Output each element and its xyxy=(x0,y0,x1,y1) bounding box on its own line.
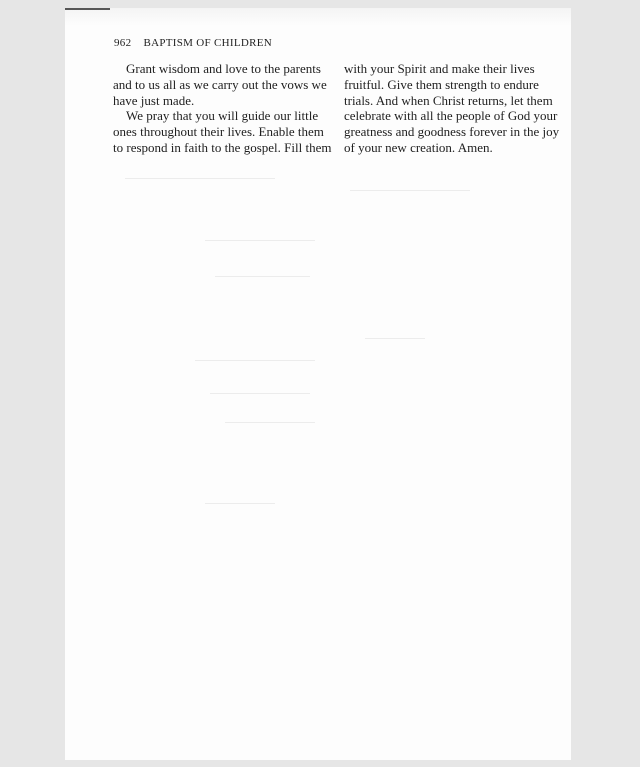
text-line: greatness and goodness forever in the joy xyxy=(344,124,560,140)
document-page xyxy=(65,8,571,760)
prayer-paragraph xyxy=(113,108,337,155)
show-through-mark xyxy=(195,360,315,361)
right-column xyxy=(344,61,560,156)
prayer-paragraph xyxy=(113,61,337,108)
running-head xyxy=(114,37,272,49)
show-through-mark xyxy=(125,178,275,179)
show-through-mark xyxy=(205,503,275,504)
text-line: trials. And when Christ returns, let them xyxy=(344,92,553,108)
show-through-mark xyxy=(205,240,315,241)
show-through-mark xyxy=(225,422,315,423)
show-through-mark xyxy=(215,276,310,277)
show-through-mark xyxy=(365,338,425,339)
text-line: of your new creation. Amen. xyxy=(344,139,493,155)
show-through-mark xyxy=(210,393,310,394)
text-line: Grant wisdom and love to the parents xyxy=(126,61,321,76)
text-line: and to us all as we carry out the vows we xyxy=(113,76,327,92)
text-line: to respond in faith to the gospel. Fill them xyxy=(113,139,332,155)
top-edge-shadow xyxy=(65,8,571,26)
text-line: We pray that you will guide our little xyxy=(126,108,319,124)
text-line: fruitful. Give them strength to endure xyxy=(344,76,539,92)
text-line: ones throughout their lives. Enable them xyxy=(113,124,324,140)
text-line: have just made. xyxy=(113,92,195,108)
prayer-paragraph xyxy=(344,61,560,156)
show-through-mark xyxy=(350,190,470,191)
text-line: with your Spirit and make their lives xyxy=(344,61,535,76)
section-title: BAPTISM OF CHILDREN xyxy=(143,37,273,49)
left-column xyxy=(113,61,337,156)
top-edge-rule xyxy=(65,8,110,10)
page-number: 962 xyxy=(114,37,132,49)
text-line: celebrate with all the people of God your xyxy=(344,108,558,124)
